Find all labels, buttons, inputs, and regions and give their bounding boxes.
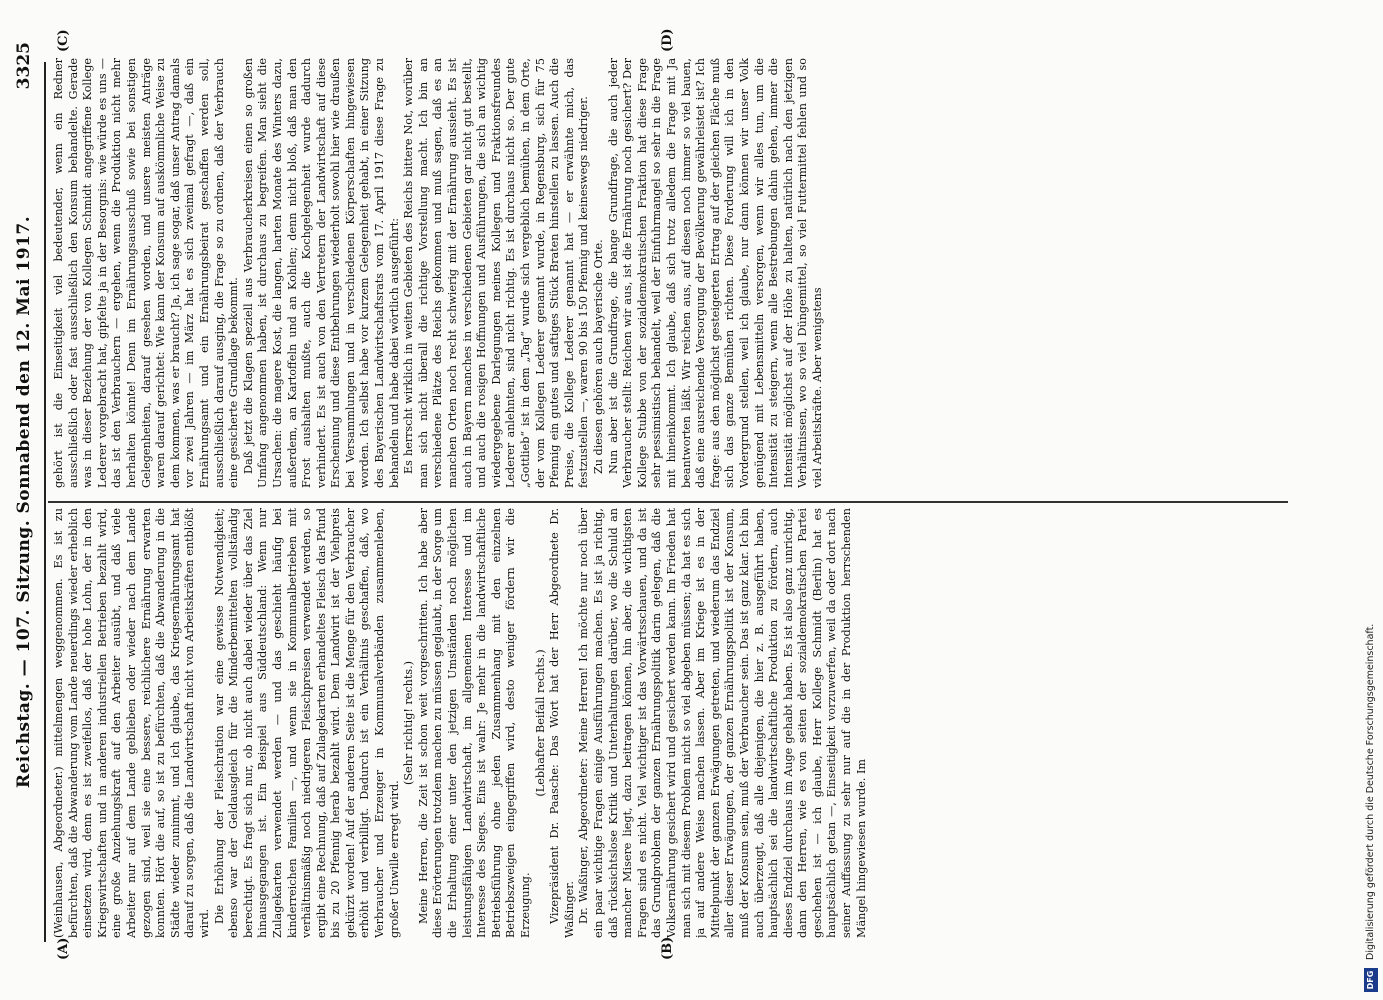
paragraph: Daß jetzt die Klagen speziell aus Verbraucherkreisen einen so großen Umfang angenommen haben, ist durchaus zu begreifen. Man sieht die Ursachen: die magere Kost, die langen, harten Monate des Winters dazu, außerdem, an Kartoffeln und an Kohlen; denn nicht bloß, daß man den Frost aushalten mußte, auch die Kochgelegenheit wurde dadurch verhindert. Es ist auch von den Vertretern der Landwirtschaft auf diese Erscheinung und diese Entbehrungen wiederholt sowohl hier wie draußen bei Versammlungen und in verschiedenen Körperschaften hingewiesen worden. Ich selbst habe vor kurzem Gelegenheit gehabt, in einer Sitzung des Bayerischen Landwirtschaftsrats vom 17. April 1917 diese Frage zu behandeln und habe dabei wörtlich ausgeführt:	[241, 58, 401, 488]
paragraph: Dr. Waßinger, Abgeordneter: Meine Herren! Ich möchte nur noch über ein paar wichtige Fragen einige Ausführungen machen. Es ist ja richtig, daß rücksichtslose Kritik und Unterhaltungen darüber, wo die Schuld an mancher Misere liegt, dazu beitragen können, hin aber, die wichtigsten Fragen sind es nicht. Viel wichtiger ist das Vorwärtsschauen, und da ist das Grundproblem der ganzen Ernährungspolitik darin gelegen, daß die Volksernährung gesichert wird und gesichert werden kann. Im Frieden hat man sich mit diesem Problem nicht so viel abgeben müssen; da hat es sich ja auf andere Weise machen lassen. Aber im Kriege ist es in der Mittelpunkt der ganzen Erwägungen getreten, und wiederum das Endziel aller dieser Erwägungen, der ganzen Ernährungspolitik ist der Konsum, muß der Konsum sein, muß der Verbraucher sein. Das ist ganz klar. Ich bin auch überzeugt, daß alle diejenigen, die hier z. B. ausgeführt haben, hauptsächlich sei die landwirtschaftliche Produktion zu fördern, auch dieses Endziel durchaus im Auge gehabt haben. Es ist also ganz unrichtig, dann den Herren, wie es von seiten der sozialdemokratischen Partei geschehen ist — ich glaube, Herr Kollege Schmidt (Berlin) hat es hauptsächlich getan —, Einseitigkeit vorzuwerfen, weil da oder dort nach seiner Auffassung zu sehr nur auf die in der Produktion herrschenden Mängel hingewiesen wurde. Im	[577, 508, 868, 938]
left-text-column	[52, 508, 1287, 938]
page-header	[12, 42, 40, 942]
digitization-credit: Digitalisierung gefördert durch die Deutsche Forschungsgemeinschaft.	[1365, 623, 1376, 960]
dfg-logo: DFG	[1364, 968, 1378, 992]
paragraph: gehört ist die Einseitigkeit viel bedeutender, wenn ein Redner ausschließlich oder fast ausschließlich den Konsum behandelte. Gerade was in dieser Beziehung der von Kollegen Schmidt angegriffene Kollege Lederer vorgebracht hat, gipfelte ja in der Besorgnis: wie würde es uns — das ist den Verbrauchern — ergehen, wenn die Produktion nicht mehr herhalten könnte! Denn im Ernährungsausschuß sowie bei sonstigen Gelegenheiten, darauf gesehen worden, und unsere meisten Anträge waren darauf gerichtet: Wie kann der Konsum auf auskömmliche Weise zu dem kommen, was er braucht? Ja, ich sage sogar, daß unser Antrag damals vor zwei Jahren — im März hat es sich zweimal gefragt —, daß ein Ernährungsamt und ein Ernährungsbeirat geschaffen werden soll, ausschließlich darauf ausging, die Frage so zu ordnen, daß der Verbrauch eine gesicherte Grundlage bekommt.	[52, 58, 241, 488]
paragraph: Die Erhöhung der Fleischration war eine gewisse Notwendigkeit; ebenso war der Geldausgleich für die Minderbemittelten vollständig berechtigt. Es fragt sich nur, ob nicht auch dabei wieder über das Ziel hinausgegangen ist. Ein Beispiel aus Süddeutschland: Wenn nur Zulagekarten verwendet werden — und das geschieht häufig bei kinderreichen Familien —, und wenn sie in Kommunalbetrieben mit verhältnismäßig noch niedrigeren Fleischpreisen verwendet werden, so ergibt eine Rechnung, daß auf Zulagekarten erhandeltes Fleisch das Pfund bis zu 20 Pfennig herab bezahlt wird. Dem Landwirt ist der Viehpreis gekürzt worden! Auf der anderen Seite ist die Menge für den Verbraucher erhöht und verbilligt. Dadurch ist ein Verhältnis geschaffen, daß, wo Verbraucher und Erzeuger in Kommunalverbänden zusammenleben, großer Unwille erregt wird.	[212, 508, 401, 938]
margin-marker-c: (C)	[56, 29, 71, 52]
paragraph: (Weinhausen, Abgeordneter.) mittelmengen weggenommen. Es ist zu befürchten, daß die Abwanderung vom Lande neuerdings wieder erheblich einsetzen wird, denn es ist zweifellos, daß der hohe Lohn, der in den Kriegswirtschaften und in anderen industriellen Betrieben bezahlt wird, eine große Anziehungskraft auf den Arbeiter ausübt, und daß viele Arbeiter nur auf dem Lande geblieben oder wieder nach dem Lande gezogen sind, weil sie eine bessere, reichlichere Ernährung erwarten konnten. Hört die auf, so ist zu befürchten, daß die Abwanderung in die Städte wieder zunimmt, und ich glaube, das Kriegsernährungsamt hat darauf zu sorgen, daß die Landwirtschaft nicht von Arbeitskräften entblößt wird.	[52, 508, 211, 938]
paragraph: Zu diesen gehören auch bayerische Orte.	[591, 239, 605, 474]
right-text-column	[52, 58, 1287, 488]
column-divider	[48, 502, 1288, 504]
paragraph: Meine Herren, die Zeit ist schon weit vorgeschritten. Ich habe aber diese Erörterungen trotzdem machen zu müssen geglaubt, in der Sorge um die Erhaltung einer unter den jetzigen Umständen noch möglichen leistungsfähigen Landwirtschaft, im allgemeinen Interesse und im Interesse des Sieges. Eins ist wahr: Je mehr in die landwirtschaftliche Betriebsführung ohne jeden Zusammenhang mit den einzelnen Betriebszweigen eingegriffen wird, desto weniger fördern wir die Erzeugung.	[416, 508, 532, 938]
paragraph: Vizepräsident Dr. Paasche: Das Wort hat der Herr Abgeordnete Dr. Waßinger.	[548, 508, 576, 938]
paragraph: (Lebhafter Beifall rechts.)	[533, 649, 547, 797]
margin-marker-a: (A)	[56, 937, 71, 960]
paragraph: Es herrscht wirklich in weiten Gebieten des Reichs bittere Not, worüber man sich nicht überall die richtige Vorstellung macht. Ich bin an verschiedene Plätze des Reichs gekommen und muß sagen, daß es an manchen Orten noch recht schwierig mit der Ernährung aussieht. Es ist auch in Bayern manches in verschiedenen Gebieten gar nicht gut bestellt, und auch die rosigen Hoffnungen und Ausführungen, die sich an wichtig wiedergegebene Darlegungen meines Kollegen und Fraktionsfreundes Lederer anlehnten, sind nicht richtig. Es ist durchaus nicht so. Der gute „Gottlieb“ ist in dem „Tag“ wurde sich vergeblich bemühen, in dem Orte, der vom Kollegen Lederer genannt wurde, in Regensburg, sich für 75 Pfennig ein gutes und saftiges Stück Braten hinstellen zu lassen. Auch die Preise, die Kollege Lederer genannt hat — er erwähnte mich, das festzustellen —, waren 90 bis 150 Pfennig und keineswegs niedriger.	[402, 58, 591, 488]
running-title: Reichstag. — 107. Sitzung. Sonnabend den 12. Mai 1917.	[14, 215, 34, 789]
page-number: 3325	[14, 42, 34, 90]
paragraph: (Sehr richtig! rechts.)	[402, 660, 416, 786]
margin-marker-d: (D)	[660, 28, 675, 52]
header-rule	[44, 62, 46, 942]
page-footer	[1362, 0, 1382, 1000]
paragraph: Nun aber ist die Grundfrage, die bange Grundfrage, die auch jeder Verbraucher stellt: Reichen wir aus, ist die Ernährung noch gesichert? Der Kollege Stubbe von der sozialdemokratischen Fraktion hat diese Frage sehr pessimistisch behandelt, weil der Einfuhrmangel so sehr in die Frage mit hineinkommt. Ich glaube, daß sich trotz alledem die Frage mit Ja beantworten läßt. Wir reichen aus, auf diesen noch immer so viel bauen, daß eine ausreichende Versorgung der Bevölkerung gewährleistet ist? Ich frage: aus den möglichst gesteigerten Ertrag auf der gleichen Fläche muß sich das ganze Bemühen richten. Diese Forderung will ich in den Vordergrund stellen, weil ich glaube, nur dann können wir unser Volk genügend mit Lebensmitteln versorgen, wenn wir alles tun, um die Intensität zu steigern, wenn alle Bestrebungen dahin gehen, immer die Intensität möglichst auf der Höhe zu halten, natürlich nach den jetzigen Verhältnissen, wo so viel Düngemittel, so viel Futtermittel fehlen und so viel Arbeitskräfte. Aber wenigstens	[606, 58, 824, 488]
margin-marker-b: (B)	[660, 936, 675, 960]
